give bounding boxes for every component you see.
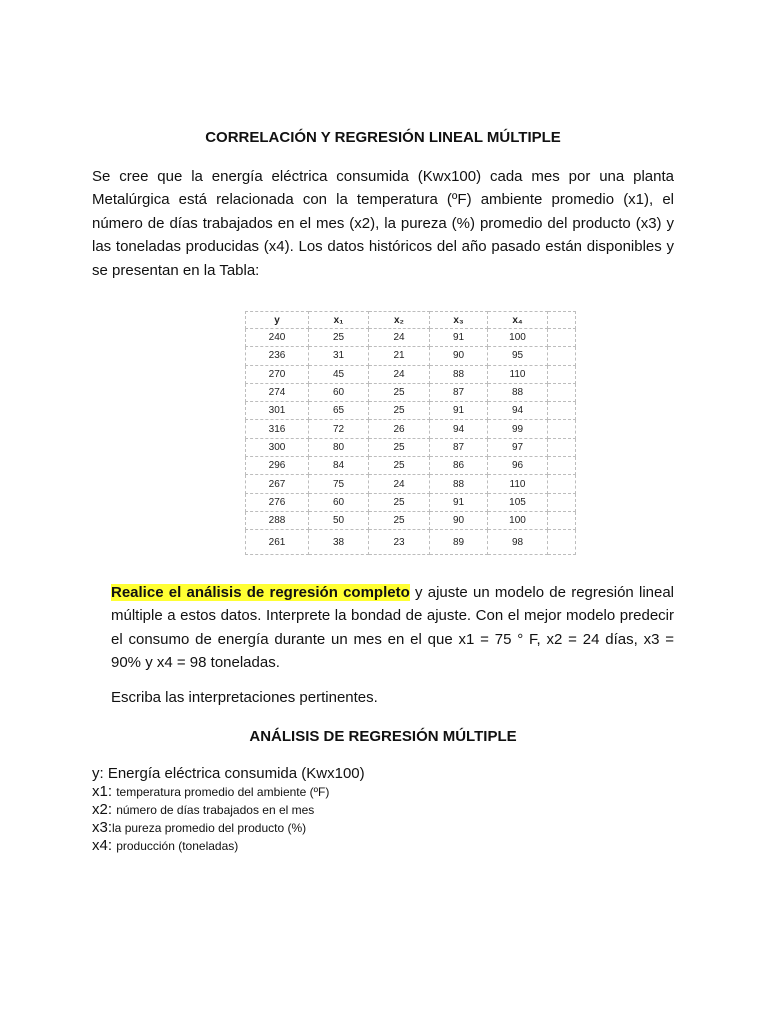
table-cell: 105 <box>488 493 548 511</box>
table-cell: 90 <box>430 347 488 365</box>
table-cell <box>548 511 576 529</box>
table-cell: 60 <box>309 493 369 511</box>
variable-code: x2: <box>92 801 117 818</box>
table-cell: 31 <box>309 347 369 365</box>
table-cell: 110 <box>488 475 548 493</box>
table-cell: 296 <box>246 457 309 475</box>
table-cell <box>548 438 576 456</box>
variable-x1 <box>92 783 365 801</box>
table-row <box>246 530 576 555</box>
table-cell: 25 <box>369 402 430 420</box>
table-cell: 236 <box>246 347 309 365</box>
intro-paragraph: Se cree que la energía eléctrica consumida (Kwx100) cada mes por una planta Metalúrgica está relacionada con la temperatura (ºF) ambiente promedio (x1), el número de días trabajados en el mes (x2), la pureza (%) promedio del producto (x3) y las toneladas producidas (x4). Los datos históricos del año pasado están disponibles y se presentan en la Tabla: <box>92 168 674 279</box>
header-x1: x₁ <box>309 312 369 329</box>
task-paragraph <box>111 581 674 675</box>
table-row <box>246 329 576 347</box>
table-cell: 97 <box>488 438 548 456</box>
table-cell: 25 <box>369 493 430 511</box>
table-cell: 72 <box>309 420 369 438</box>
table-cell: 99 <box>488 420 548 438</box>
variable-description: producción (toneladas) <box>116 839 239 853</box>
table-cell <box>548 383 576 401</box>
variable-y: y: Energía eléctrica consumida (Kwx100) <box>92 765 365 782</box>
table-cell: 100 <box>488 511 548 529</box>
table-cell: 94 <box>430 420 488 438</box>
variable-code: x1: <box>92 783 117 800</box>
variable-x3 <box>92 819 365 837</box>
table-row <box>246 438 576 456</box>
table-cell <box>548 493 576 511</box>
table-cell <box>548 530 576 555</box>
table-cell: 288 <box>246 511 309 529</box>
header-x2: x₂ <box>369 312 430 329</box>
variable-description: temperatura promedio del ambiente (ºF) <box>116 785 330 799</box>
table-cell <box>548 402 576 420</box>
table-cell: 26 <box>369 420 430 438</box>
header-x4: x₄ <box>488 312 548 329</box>
variable-x2 <box>92 801 365 819</box>
table-cell: 75 <box>309 475 369 493</box>
table-cell: 80 <box>309 438 369 456</box>
table-row <box>246 457 576 475</box>
table-cell: 84 <box>309 457 369 475</box>
highlighted-instruction: Realice el análisis de regresión completo <box>111 584 410 601</box>
table-cell: 90 <box>430 511 488 529</box>
table-cell <box>548 420 576 438</box>
table-cell <box>548 365 576 383</box>
table-cell: 91 <box>430 402 488 420</box>
variable-description: la pureza promedio del producto (%) <box>112 821 307 835</box>
table-cell: 24 <box>369 329 430 347</box>
table-cell <box>548 347 576 365</box>
table-cell: 60 <box>309 383 369 401</box>
table-cell: 100 <box>488 329 548 347</box>
table-cell: 261 <box>246 530 309 555</box>
table-cell: 91 <box>430 329 488 347</box>
header-empty <box>548 312 576 329</box>
variable-list <box>92 764 365 855</box>
table-cell: 98 <box>488 530 548 555</box>
table-cell <box>548 329 576 347</box>
variable-x4 <box>92 837 365 855</box>
table-cell: 91 <box>430 493 488 511</box>
table-row <box>246 365 576 383</box>
table-cell: 87 <box>430 383 488 401</box>
table-cell: 87 <box>430 438 488 456</box>
table-cell: 95 <box>488 347 548 365</box>
table-row <box>246 420 576 438</box>
variable-code: x4: <box>92 837 117 854</box>
variable-description: número de días trabajados en el mes <box>116 803 315 817</box>
table-cell: 89 <box>430 530 488 555</box>
table-cell: 50 <box>309 511 369 529</box>
table-cell: 276 <box>246 493 309 511</box>
table-cell: 110 <box>488 365 548 383</box>
table-cell: 316 <box>246 420 309 438</box>
table-cell: 274 <box>246 383 309 401</box>
table-cell: 23 <box>369 530 430 555</box>
table-cell: 94 <box>488 402 548 420</box>
table-cell: 25 <box>309 329 369 347</box>
table-cell: 267 <box>246 475 309 493</box>
section-title: ANÁLISIS DE REGRESIÓN MÚLTIPLE <box>249 728 517 745</box>
table-cell: 24 <box>369 475 430 493</box>
table-cell: 25 <box>369 511 430 529</box>
table-row <box>246 347 576 365</box>
table-row <box>246 493 576 511</box>
table-cell: 300 <box>246 438 309 456</box>
variable-code: x3: <box>92 819 113 836</box>
header-y: y <box>246 312 309 329</box>
write-note: Escriba las interpretaciones pertinentes. <box>111 689 378 706</box>
document-title: CORRELACIÓN Y REGRESIÓN LINEAL MÚLTIPLE <box>205 129 561 146</box>
table-cell: 25 <box>369 438 430 456</box>
table-row <box>246 511 576 529</box>
table-cell <box>548 475 576 493</box>
table-cell: 96 <box>488 457 548 475</box>
table-cell: 88 <box>488 383 548 401</box>
table-cell: 301 <box>246 402 309 420</box>
table-cell: 240 <box>246 329 309 347</box>
table-cell: 86 <box>430 457 488 475</box>
table-cell <box>548 457 576 475</box>
table-cell: 25 <box>369 457 430 475</box>
table-row <box>246 475 576 493</box>
table-row <box>246 402 576 420</box>
data-table <box>245 311 576 555</box>
table-cell: 270 <box>246 365 309 383</box>
table-cell: 65 <box>309 402 369 420</box>
table-cell: 45 <box>309 365 369 383</box>
table-header-row <box>246 312 576 329</box>
header-x3: x₃ <box>430 312 488 329</box>
table-cell: 24 <box>369 365 430 383</box>
table-cell: 38 <box>309 530 369 555</box>
task-text: y ajuste un modelo de regresión lineal múltiple a estos datos. Interprete la bondad de ajuste. Con el mejor modelo predecir el consumo de energía durante un mes en el que x1 = 75 ° F, x2 = 24 días, x3 = 90% y x4 = 98 toneladas. <box>111 584 675 672</box>
table-row <box>246 383 576 401</box>
table-cell: 21 <box>369 347 430 365</box>
table-cell: 88 <box>430 475 488 493</box>
table-cell: 88 <box>430 365 488 383</box>
table-cell: 25 <box>369 383 430 401</box>
